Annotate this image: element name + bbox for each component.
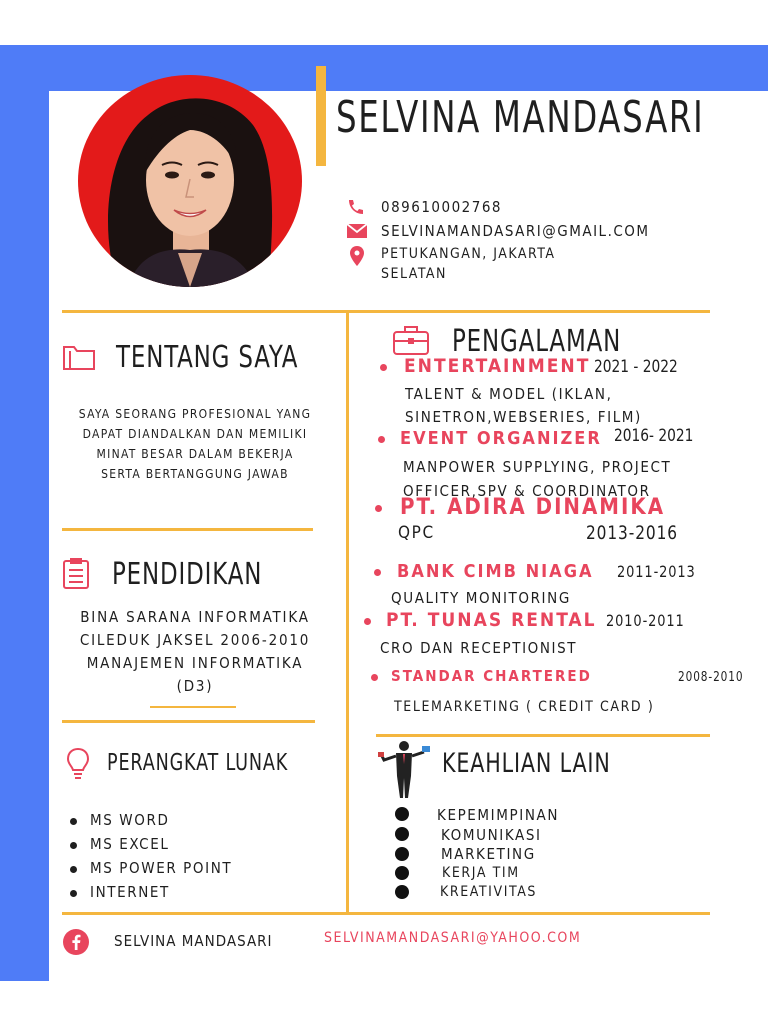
folder-icon [62, 343, 96, 371]
software-item: MS WORD [90, 811, 170, 829]
phone-number[interactable]: 089610002768 [381, 198, 503, 216]
portrait-illustration [78, 75, 302, 287]
skill-item: KERJA TIM [442, 865, 520, 881]
experience-desc: TELEMARKETING ( CREDIT CARD ) [394, 699, 655, 715]
experience-years: 2013-2016 [586, 522, 678, 544]
about-line: MINAT BESAR DALAM BEKERJA [96, 447, 294, 461]
footer-name[interactable]: SELVINA MANDASARI [114, 932, 273, 950]
about-text [60, 404, 330, 484]
software-item: MS POWER POINT [90, 859, 233, 877]
phone-icon [346, 198, 366, 216]
bullet [380, 364, 387, 371]
skills-heading: KEAHLIAN LAIN [442, 748, 611, 779]
email-icon [346, 223, 368, 239]
experience-desc: SINETRON,WEBSERIES, FILM) [405, 408, 642, 426]
bullet [395, 827, 409, 841]
bullet [395, 885, 409, 899]
column-divider [346, 310, 349, 915]
footer-email[interactable]: SELVINAMANDASARI@YAHOO.COM [324, 930, 582, 946]
email-address[interactable]: SELVINAMANDASARI@GMAIL.COM [381, 222, 650, 240]
experience-title: ENTERTAINMENT [404, 355, 591, 377]
education-underline [150, 706, 236, 708]
skill-item: KEPEMIMPINAN [437, 806, 560, 824]
software-item: INTERNET [90, 883, 170, 901]
bullet [70, 818, 77, 825]
about-divider [62, 528, 313, 531]
bullet [374, 569, 381, 576]
bullet [395, 807, 409, 821]
top-divider [62, 310, 710, 313]
bullet [395, 866, 409, 880]
bullet [70, 842, 77, 849]
bullet [375, 505, 382, 512]
experience-desc: CRO DAN RECEPTIONIST [380, 639, 578, 657]
experience-title: EVENT ORGANIZER [400, 428, 602, 449]
experience-title: PT. ADIRA DINAMIKA [400, 495, 666, 520]
blue-side-band [0, 45, 49, 981]
bullet [70, 890, 77, 897]
education-line: (D3) [176, 677, 214, 695]
about-line: SAYA SEORANG PROFESIONAL YANG [78, 407, 312, 421]
experience-years: 2016- 2021 [614, 426, 694, 446]
experience-years: 2008-2010 [678, 670, 744, 685]
education-text [55, 606, 335, 698]
education-divider [62, 720, 315, 723]
clipboard-icon [62, 556, 90, 590]
bullet [378, 436, 385, 443]
blue-header-band [0, 45, 768, 91]
full-name: SELVINA MANDASARI [336, 92, 705, 143]
experience-title: PT. TUNAS RENTAL [386, 609, 597, 631]
education-line: BINA SARANA INFORMATIKA [80, 608, 310, 626]
address-line-1: PETUKANGAN, JAKARTA [381, 246, 556, 262]
skill-item: KOMUNIKASI [441, 826, 542, 844]
name-accent-bar [316, 66, 326, 166]
bottom-divider [62, 912, 710, 915]
location-pin-icon [350, 246, 364, 266]
experience-title: STANDAR CHARTERED [391, 667, 592, 685]
bullet [364, 618, 371, 625]
education-line: CILEDUK JAKSEL 2006-2010 [79, 631, 311, 649]
software-item: MS EXCEL [90, 835, 170, 853]
experience-desc: OFFICER,SPV & COORDINATOR [403, 482, 651, 500]
about-line: SERTA BERTANGGUNG JAWAB [101, 467, 289, 481]
bullet [395, 847, 409, 861]
experience-desc: MANPOWER SUPPLYING, PROJECT [403, 458, 672, 476]
facebook-icon[interactable] [63, 929, 89, 955]
businessman-icon [378, 738, 432, 800]
profile-photo [78, 75, 302, 287]
education-line: MANAJEMEN INFORMATIKA [86, 654, 304, 672]
experience-desc: TALENT & MODEL (IKLAN, [405, 385, 613, 403]
experience-title: BANK CIMB NIAGA [397, 561, 594, 582]
briefcase-icon [392, 324, 430, 356]
experience-desc: QUALITY MONITORING [391, 589, 571, 607]
experience-years: 2021 - 2022 [594, 357, 678, 377]
about-heading: TENTANG SAYA [116, 340, 299, 375]
bullet [371, 674, 378, 681]
experience-divider [376, 734, 710, 737]
experience-years: 2010-2011 [606, 611, 685, 630]
experience-years: 2011-2013 [617, 562, 696, 581]
bullet [70, 866, 77, 873]
education-heading: PENDIDIKAN [112, 557, 263, 592]
lightbulb-icon [66, 747, 90, 781]
address-line-2: SELATAN [381, 266, 447, 282]
software-heading: PERANGKAT LUNAK [107, 750, 289, 776]
experience-desc: QPC [398, 523, 435, 543]
experience-heading: PENGALAMAN [452, 324, 622, 359]
skill-item: MARKETING [441, 845, 536, 863]
skill-item: KREATIVITAS [440, 884, 538, 900]
about-line: DAPAT DIANDALKAN DAN MEMILIKI [82, 427, 308, 441]
